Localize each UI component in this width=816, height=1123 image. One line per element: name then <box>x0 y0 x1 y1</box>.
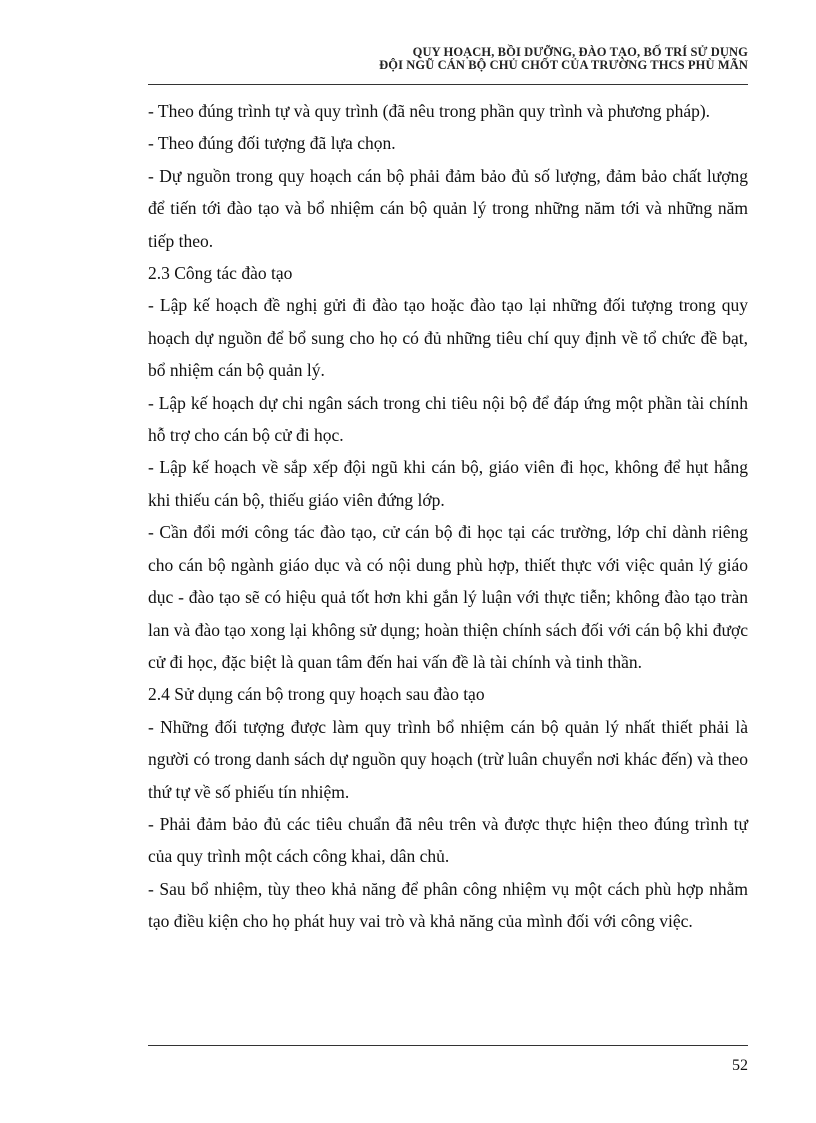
paragraph: - Sau bổ nhiệm, tùy theo khả năng để phân công nhiệm vụ một cách phù hợp nhằm tạo điều kiện cho họ phát huy vai trò và khả năng của mình đối với công việc. <box>148 878 748 932</box>
page-number: 52 <box>732 1057 748 1074</box>
paragraph: - Lập kế hoạch về sắp xếp đội ngũ khi cán bộ, giáo viên đi học, không để hụt hẫng khi thiếu cán bộ, thiếu giáo viên đứng lớp. <box>148 457 748 510</box>
paragraph: - Theo đúng trình tự và quy trình (đã nêu trong phần quy trình và phương pháp). <box>148 101 711 121</box>
paragraph: - Những đối tượng được làm quy trình bổ nhiệm cán bộ quản lý nhất thiết phải là người có trong danh sách dự nguồn quy hoạch (trừ luân chuyển nơi khác đến) và theo thứ tự về số phiếu tín nhiệm. <box>148 716 748 802</box>
paragraph: - Phải đảm bảo đủ các tiêu chuẩn đã nêu trên và được thực hiện theo đúng trình tự của quy trình một cách công khai, dân chủ. <box>148 813 748 867</box>
footer-rule <box>148 1045 748 1046</box>
paragraph: - Dự nguồn trong quy hoạch cán bộ phải đảm bảo đủ số lượng, đảm bảo chất lượng để tiến tới đào tạo và bổ nhiệm cán bộ quản lý trong những năm tới và những năm tiếp theo. <box>148 165 748 251</box>
running-header <box>148 46 748 72</box>
header-rule <box>148 84 748 85</box>
body-text <box>148 95 748 938</box>
section-heading-2-3: 2.3 Công tác đào tạo <box>148 263 293 284</box>
section-heading-2-4: 2.4 Sử dụng cán bộ trong quy hoạch sau đào tạo <box>148 684 485 705</box>
paragraph: - Cần đổi mới công tác đào tạo, cử cán bộ đi học tại các trường, lớp chỉ dành riêng cho cán bộ ngành giáo dục và có nội dung phù hợp, thiết thực với việc quản lý giáo dục - đào tạo sẽ có hiệu quả tốt hơn khi gắn lý luận với thực tiễn; không đào tạo tràn lan và đào tạo xong lại không sử dụng; hoàn thiện chính sách đối với cán bộ khi được cử đi học, đặc biệt là quan tâm đến hai vấn đề là tài chính và tinh thần. <box>148 522 748 672</box>
header-line-1: QUY HOẠCH, BỒI DƯỠNG, ĐÀO TẠO, BỐ TRÍ SỬ DỤNG <box>412 45 748 59</box>
paragraph: - Lập kế hoạch đề nghị gửi đi đào tạo hoặc đào tạo lại những đối tượng trong quy hoạch dự nguồn để bổ sung cho họ có đủ những tiêu chí quy định về tổ chức đề bạt, bổ nhiệm cán bộ quản lý. <box>148 295 748 381</box>
header-line-2: ĐỘI NGŨ CÁN BỘ CHỦ CHỐT CỦA TRƯỜNG THCS PHÙ MÃN <box>379 58 748 72</box>
paragraph: - Theo đúng đối tượng đã lựa chọn. <box>148 133 396 154</box>
paragraph: - Lập kế hoạch dự chi ngân sách trong chi tiêu nội bộ để đáp ứng một phần tài chính hỗ trợ cho cán bộ cử đi học. <box>148 392 748 446</box>
